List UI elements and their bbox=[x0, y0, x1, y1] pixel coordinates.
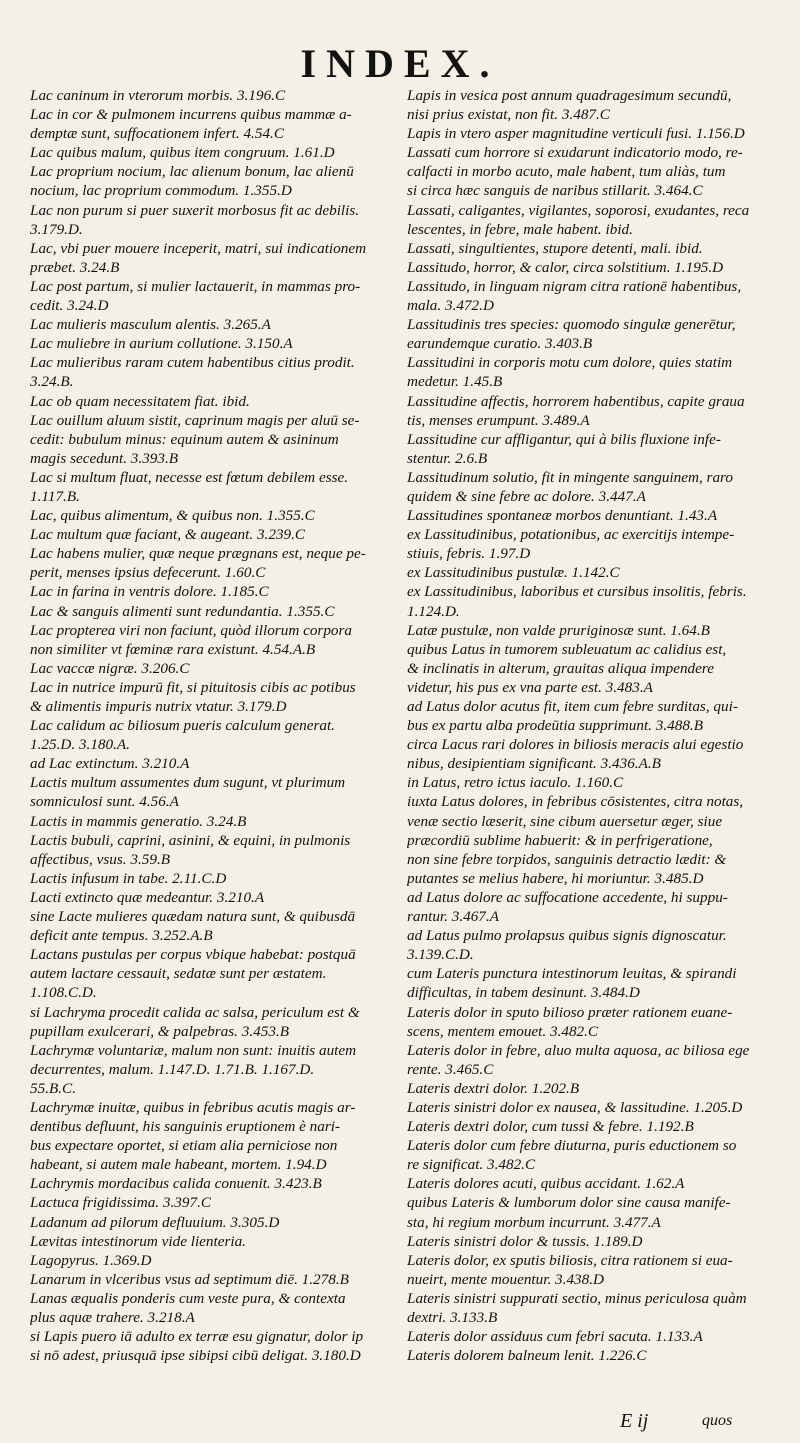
index-entry: circa Lacus rari dolores in biliosis meracis alui egestio bbox=[407, 736, 744, 754]
index-entry: scens, mentem emouet. 3.482.C bbox=[407, 1022, 599, 1040]
index-entry: si circa hæc sanguis de naribus stillarit. 3.464.C bbox=[407, 182, 703, 200]
index-entry: 3.24.B. bbox=[30, 373, 74, 391]
index-entry: earundemque curatio. 3.403.B bbox=[407, 335, 593, 353]
index-entry: Lateris dolor assiduus cum febri sacuta. 1.133.A bbox=[407, 1328, 703, 1346]
index-entry: nueirt, mente mouentur. 3.438.D bbox=[407, 1270, 604, 1288]
index-entry: Lachrymis mordacibus calida conuenit. 3.423.B bbox=[30, 1175, 322, 1193]
index-entry: nocium, lac proprium commodum. 1.355.D bbox=[30, 182, 292, 200]
index-entry: Lapis in vesica post annum quadragesimum secundū, bbox=[407, 87, 732, 104]
index-entry: 1.25.D. 3.180.A. bbox=[30, 736, 130, 754]
index-entry: Lac, quibus alimentum, & quibus non. 1.355.C bbox=[30, 507, 315, 525]
index-entry: Latæ pustulæ, non valde pruriginosæ sunt. 1.64.B bbox=[407, 621, 710, 639]
index-entry: Lateris sinistri dolor & tussis. 1.189.D bbox=[407, 1232, 643, 1250]
index-entry: Lateris dolores acuti, quibus accidant. 1.62.A bbox=[407, 1175, 685, 1193]
index-entry: Lassitudines spontaneæ morbos denuntiant. 1.43.A bbox=[407, 507, 718, 525]
index-entry: deficit ante tempus. 3.252.A.B bbox=[30, 927, 213, 945]
index-entry: præbet. 3.24.B bbox=[30, 258, 120, 276]
index-entry: cedit. 3.24.D bbox=[30, 297, 109, 315]
index-entry: & alimentis impuris nutrix vtatur. 3.179.D bbox=[30, 698, 287, 715]
index-entry: in Latus, retro ictus iaculo. 1.160.C bbox=[407, 774, 624, 792]
index-entry: Lateris dolorem balneum lenit. 1.226.C bbox=[407, 1347, 647, 1365]
index-entry: Lac in farina in ventris dolore. 1.185.C bbox=[30, 583, 269, 601]
index-entry: Lassati cum horrore si exudarunt indicatorio modo, re- bbox=[407, 144, 743, 162]
index-entry: bus ex partu alba prodeūtia supprimunt. 3.488.B bbox=[407, 717, 704, 735]
index-entry: Lac muliebre in aurium collutione. 3.150.A bbox=[30, 335, 293, 353]
index-entry: somniculosi sunt. 4.56.A bbox=[30, 793, 179, 811]
index-entry: Lassitudo, in linguam nigram citra rationē habentibus, bbox=[407, 277, 742, 295]
index-entry: iuxta Latus dolores, in febribus cōsistentes, citra notas, bbox=[407, 793, 744, 811]
index-entry: stiuis, febris. 1.97.D bbox=[407, 545, 531, 563]
index-entry: Lac multum quæ faciant, & augeant. 3.239.C bbox=[30, 526, 306, 544]
index-entry: habeant, si autem male habeant, mortem. 1.94.D bbox=[30, 1156, 327, 1174]
index-entry: quibus Latus in tumorem subleuatum ac calidius est, bbox=[407, 640, 727, 658]
index-entry: dentibus defluunt, his sanguinis eruptionem è nari- bbox=[30, 1118, 341, 1136]
index-entry: 1.108.C.D. bbox=[30, 984, 97, 1002]
index-entry: difficultas, in tabem desinunt. 3.484.D bbox=[407, 984, 640, 1002]
index-entry: Lac vaccæ nigræ. 3.206.C bbox=[30, 659, 190, 677]
index-entry: non sine febre torpidos, sanguinis detractio lædit: & bbox=[407, 850, 727, 868]
index-entry: Lac mulieris masculum alentis. 3.265.A bbox=[30, 316, 271, 334]
index-entry: si nō adest, priusquā ipse sibipsi cibū deligat. 3.180.D bbox=[30, 1347, 361, 1365]
index-entry: Lateris dextri dolor, cum tussi & febre. 1.192.B bbox=[407, 1118, 694, 1136]
index-entry: Lac mulieribus raram cutem habentibus citius prodit. bbox=[30, 354, 355, 372]
index-entry: re significat. 3.482.C bbox=[407, 1156, 536, 1174]
index-entry: Lac caninum in vterorum morbis. 3.196.C bbox=[30, 87, 286, 104]
index-entry: si Lachryma procedit calida ac salsa, periculum est & bbox=[30, 1003, 360, 1021]
index-entry: Lacti extincto quæ medeantur. 3.210.A bbox=[30, 888, 265, 906]
index-entry: 1.124.D. bbox=[407, 602, 460, 620]
catchword: quos bbox=[702, 1412, 733, 1429]
index-entry: Lassitudinum solutio, fit in mingente sanguinem, raro bbox=[407, 468, 733, 486]
index-entry: Lactuca frigidissima. 3.397.C bbox=[30, 1194, 211, 1212]
index-entry: Lac habens mulier, quæ neque prægnans est, neque pe- bbox=[30, 545, 366, 563]
index-entry: Lapis in vtero asper magnitudine verticuli fusi. 1.156.D bbox=[407, 125, 745, 143]
index-entry: venæ sectio læserit, sine cibum auersetur æger, siue bbox=[407, 812, 723, 830]
index-entry: præcordiū sublime habuerit: & in perfrigeratione, bbox=[407, 831, 713, 849]
index-entry: Lac proprium nocium, lac alienum bonum, lac alienū bbox=[30, 163, 354, 181]
index-entry: quidem & sine febre ac dolore. 3.447.A bbox=[407, 487, 646, 505]
index-entry: ex Lassitudinibus, potationibus, ac exercitijs intempe- bbox=[407, 526, 735, 544]
index-entry: autem lactare cessauit, sedatæ sunt per æstatem. bbox=[30, 965, 327, 983]
index-entry: Lateris dolor, ex sputis biliosis, citra rationem si eua- bbox=[407, 1251, 733, 1269]
index-entry: non similiter vt fœminæ rara existunt. 4.54.A.B bbox=[30, 640, 316, 658]
index-entry: ad Latus dolor acutus fit, item cum febre surditas, qui- bbox=[407, 698, 738, 715]
index-entry: Lassitudine affectis, horrorem habentibus, capite graua bbox=[407, 392, 745, 410]
index-entry: ad Latus pulmo prolapsus quibus signis dignoscatur. bbox=[407, 927, 727, 945]
index-entry: Lateris dolor cum febre diuturna, puris eductionem so bbox=[407, 1137, 737, 1155]
index-entry: Lassati, singultientes, stupore detenti, mali. ibid. bbox=[407, 239, 703, 257]
index-entry: nisi prius existat, non fit. 3.487.C bbox=[407, 106, 610, 124]
index-entry: Lateris dextri dolor. 1.202.B bbox=[407, 1079, 580, 1097]
index-entry: quibus Lateris & lumborum dolor sine causa manife- bbox=[407, 1194, 731, 1212]
index-entry: Lateris dolor in sputo bilioso præter rationem euane- bbox=[407, 1003, 733, 1021]
index-entry: putantes se melius habere, hi moriuntur. 3.485.D bbox=[407, 869, 704, 887]
index-entry: lescentes, in febre, male habent. ibid. bbox=[407, 220, 633, 238]
index-entry: mala. 3.472.D bbox=[407, 297, 494, 315]
index-entry: Lac non purum si puer suxerit morbosus fit ac debilis. bbox=[30, 201, 360, 219]
index-entry: nibus, desipientiam significant. 3.436.A.B bbox=[407, 755, 661, 773]
index-entry: bus expectare oportet, si etiam alia perniciose non bbox=[30, 1137, 338, 1155]
index-entry: Lachrymæ inuitæ, quibus in febribus acutis magis ar- bbox=[30, 1098, 356, 1116]
index-entry: tis, menses erumpunt. 3.489.A bbox=[407, 411, 590, 429]
index-entry: calfacti in morbo acuto, male habent, tum aliàs, tum bbox=[407, 163, 726, 181]
index-entry: Lassitudine cur affligantur, qui à bilis fluxione infe- bbox=[407, 430, 721, 448]
index-entry: dextri. 3.133.B bbox=[407, 1309, 498, 1326]
index-entry: decurrentes, malum. 1.147.D. 1.71.B. 1.167.D. bbox=[30, 1060, 315, 1078]
index-entry: ex Lassitudinibus pustulæ. 1.142.C bbox=[407, 564, 620, 582]
index-entry: Lævitas intestinorum vide lienteria. bbox=[30, 1232, 246, 1250]
page-title: INDEX. bbox=[300, 41, 500, 86]
index-entry: 1.117.B. bbox=[30, 487, 80, 505]
index-entry: & inclinatis in alterum, grauitas aliqua impendere bbox=[407, 659, 714, 677]
index-entry: Lac quibus malum, quibus item congruum. 1.61.D bbox=[30, 144, 335, 162]
index-entry: Lac & sanguis alimenti sunt redundantia. 1.355.C bbox=[30, 602, 335, 620]
index-entry: ad Lac extinctum. 3.210.A bbox=[30, 755, 190, 773]
index-entry: Lac propterea viri non faciunt, quòd illorum corpora bbox=[30, 621, 353, 639]
index-entry: 3.179.D. bbox=[30, 220, 83, 238]
index-entry: demptæ sunt, suffocationem infert. 4.54.C bbox=[30, 125, 284, 143]
index-entry: Lac ouillum aluum sistit, caprinum magis per aluū se- bbox=[30, 411, 360, 429]
index-entry: rantur. 3.467.A bbox=[407, 908, 499, 926]
index-entry: Lassitudo, horror, & calor, circa solstitium. 1.195.D bbox=[407, 258, 724, 276]
index-entry: videtur, his pus ex vna parte est. 3.483.A bbox=[407, 678, 653, 696]
index-entry: Lassitudini in corporis motu cum dolore, quies statim bbox=[407, 354, 733, 372]
index-entry: stentur. 2.6.B bbox=[407, 449, 488, 467]
right-column bbox=[407, 86, 777, 1365]
index-entry: cedit: bubulum minus: equinum autem & asininum bbox=[30, 430, 339, 448]
index-entry: Lac ob quam necessitatem fiat. ibid. bbox=[30, 392, 250, 410]
index-entry: perit, menses ipsius defecerunt. 1.60.C bbox=[30, 564, 266, 582]
index-entry: Lac post partum, si mulier lactauerit, in mammas pro- bbox=[30, 277, 361, 295]
index-entry: 3.139.C.D. bbox=[407, 946, 474, 964]
index-entry: Lac, vbi puer mouere inceperit, matri, sui indicationem bbox=[30, 239, 367, 257]
index-entry: Lachrymæ voluntariæ, malum non sunt: inuitis autem bbox=[30, 1041, 357, 1059]
index-entry: sine Lacte mulieres quædam natura sunt, & quibusdā bbox=[30, 908, 356, 926]
index-entry: Lactis in mammis generatio. 3.24.B bbox=[30, 812, 247, 830]
index-entry: medetur. 1.45.B bbox=[407, 373, 503, 391]
index-entry: pupillam exulcerari, & palpebras. 3.453.B bbox=[30, 1022, 290, 1040]
signature-mark: E ij bbox=[620, 1410, 649, 1432]
index-entry: 55.B.C. bbox=[30, 1079, 76, 1097]
index-entry: Lac si multum fluat, necesse est fœtum debilem esse. bbox=[30, 468, 349, 486]
index-entry: Lactis bubuli, caprini, asinini, & equini, in pulmonis bbox=[30, 831, 351, 849]
index-entry: Ladanum ad pilorum defluuium. 3.305.D bbox=[30, 1213, 280, 1231]
index-entry: plus aquæ trahere. 3.218.A bbox=[30, 1309, 195, 1326]
index-entry: sta, hi regium morbum incurrunt. 3.477.A bbox=[407, 1213, 661, 1231]
index-entry: Lactans pustulas per corpus vbique habebat: postquā bbox=[30, 946, 356, 964]
index-entry: Lanarum in vlceribus vsus ad septimum diē. 1.278.B bbox=[30, 1270, 349, 1288]
index-entry: Lac in cor & pulmonem incurrens quibus mammæ a- bbox=[30, 106, 352, 124]
index-entry: Lassitudinis tres species: quomodo singulæ generētur, bbox=[407, 316, 736, 334]
index-entry: Lateris sinistri dolor ex nausea, & lassitudine. 1.205.D bbox=[407, 1098, 743, 1116]
index-entry: si Lapis puero iā adulto ex terræ esu gignatur, dolor ip bbox=[30, 1328, 364, 1346]
index-entry: Lactis multum assumentes dum sugunt, vt plurimum bbox=[30, 774, 346, 792]
index-entry: Lateris dolor in febre, aluo multa aquosa, ac biliosa ege bbox=[407, 1041, 750, 1059]
index-entry: Lac in nutrice impurū fit, si pituitosis cibis ac potibus bbox=[30, 678, 356, 696]
index-entry: Lateris sinistri suppurati sectio, minus periculosa quàm bbox=[407, 1289, 747, 1307]
index-entry: Lassati, caligantes, vigilantes, soporosi, exudantes, reca bbox=[407, 201, 750, 219]
index-entry: ex Lassitudinibus, laboribus et cursibus insolitis, febris. bbox=[407, 583, 747, 601]
index-entry: rente. 3.465.C bbox=[407, 1060, 494, 1078]
index-entry: ad Latus dolore ac suffocatione accedente, hi suppu- bbox=[407, 888, 728, 906]
index-entry: Lac calidum ac biliosum pueris calculum generat. bbox=[30, 717, 335, 735]
index-entry: Lactis infusum in tabe. 2.11.C.D bbox=[30, 869, 227, 887]
index-entry: magis secedunt. 3.393.B bbox=[30, 449, 179, 467]
index-entry: Lanas æqualis ponderis cum veste pura, & contexta bbox=[30, 1289, 346, 1307]
index-entry: Lagopyrus. 1.369.D bbox=[30, 1251, 152, 1269]
index-entry: affectibus, vsus. 3.59.B bbox=[30, 850, 171, 868]
left-column bbox=[30, 86, 400, 1365]
index-entry: cum Lateris punctura intestinorum leuitas, & spirandi bbox=[407, 965, 737, 983]
